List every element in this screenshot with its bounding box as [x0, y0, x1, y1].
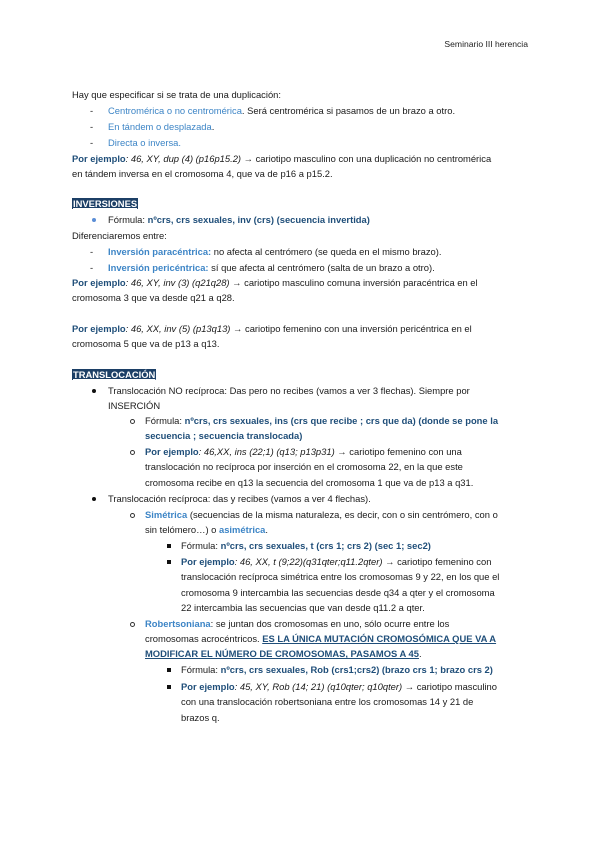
dup-intro: Hay que especificar si se trata de una duplicación: [72, 89, 281, 100]
dash-bullet: - [90, 137, 94, 148]
trans-nr-formula-cont: secuencia ; secuencia translocada) [145, 430, 303, 441]
inv-diff: Diferenciaremos entre: [72, 230, 167, 241]
inv-example-1: Por ejemplo: 46, XY, inv (3) (q21q28) → cariotipo masculino comuna inversión paracéntrica en el [72, 277, 478, 288]
trans-rob-desc-cont: cromosomas acrocéntricos. ES LA ÚNICA MUTACIÓN CROMOSÓMICA QUE VA A [145, 633, 497, 644]
trans-rob-desc: Robertsoniana: se juntan dos cromosomas en uno, sólo ocurre entre los [145, 618, 450, 629]
inv-item-1: Inversión paracéntrica: no afecta al centrómero (se queda en el mismo brazo). [108, 246, 442, 257]
trans-nr-example-cont-1: translocación no recíproca por inserción en el cromosoma 22, en la que este [145, 461, 463, 472]
trans-nr-formula: Fórmula: nºcrs, crs sexuales, ins (crs que recibe ; crs que da) (donde se pone la [145, 415, 499, 426]
bullet-square [167, 685, 171, 689]
inv-item-2: Inversión pericéntrica: sí que afecta al centrómero (salta de un brazo a otro). [108, 262, 435, 273]
inv-formula: Fórmula: nºcrs, crs sexuales, inv (crs) (secuencia invertida) [108, 214, 370, 225]
inv-example-2-cont: cromosoma 5 que va de p13 a q13. [72, 338, 220, 349]
dup-example: Por ejemplo: 46, XY, dup (4) (p16p15.2) → cariotipo masculino con una duplicación no centromérica [72, 153, 492, 164]
dash-bullet: - [90, 262, 94, 273]
dup-example-cont: en tándem inversa en el cromosoma 4, que va de p16 a p15.2. [72, 168, 333, 179]
bullet-dot [92, 218, 96, 222]
trans-sim-example: Por ejemplo: 46, XX, t (9;22)(q31qter;q11.2qter) → cariotipo femenino con [181, 556, 492, 567]
trans-rob-example: Por ejemplo: 45, XY, Rob (14; 21) (q10qter; q10qter) → cariotipo masculino [181, 681, 497, 692]
inv-example-2: Por ejemplo: 46, XX, inv (5) (p13q13) → cariotipo femenino con una inversión pericéntrica en el [72, 323, 472, 334]
bullet-circle [130, 513, 135, 518]
bullet-square [167, 560, 171, 564]
trans-nr-desc-cont: INSERCIÓN [108, 400, 161, 411]
trans-sim-desc: Simétrica (secuencias de la misma naturaleza, es decir, con o sin centrómero, con o [145, 509, 498, 520]
section-heading-inversiones: INVERSIONES [73, 198, 138, 209]
trans-rob-formula: Fórmula: nºcrs, crs sexuales, Rob (crs1;crs2) (brazo crs 1; brazo crs 2) [181, 664, 493, 675]
bullet-circle [130, 450, 135, 455]
trans-sim-desc-cont: sin telómero…) o asimétrica. [145, 524, 268, 535]
inv-example-1-cont: cromosoma 3 que va desde q21 a q28. [72, 292, 235, 303]
section-heading-translocacion: TRANSLOCACIÓN [73, 369, 156, 380]
dash-bullet: - [90, 246, 94, 257]
trans-rob-desc-cont-2: MODIFICAR EL NÚMERO DE CROMOSOMAS, PASAMOS A 45. [145, 648, 422, 659]
trans-rob-example-cont-2: brazos q. [181, 712, 220, 723]
trans-nr-example: Por ejemplo: 46,XX, ins (22;1) (q13; p13p31) → cariotipo femenino con una [145, 446, 462, 457]
bullet-square [167, 544, 171, 548]
dup-item-2: En tándem o desplazada. [108, 121, 215, 132]
trans-sim-example-cont-1: translocación recíproca simétrica entre los cromosomas 9 y 22, en los que el [181, 571, 500, 582]
bullet-circle [130, 419, 135, 424]
trans-sim-example-cont-3: 22 intercambia las secuencias que van desde q11.2 a qter. [181, 602, 425, 613]
dash-bullet: - [90, 105, 94, 116]
trans-nr-example-cont-2: cromosoma recibe en q13 la secuencia del cromosoma 1 que va de p13 a q31. [145, 477, 474, 488]
dup-item-3: Directa o inversa. [108, 137, 181, 148]
trans-sim-formula: Fórmula: nºcrs, crs sexuales, t (crs 1; crs 2) (sec 1; sec2) [181, 540, 431, 551]
bullet-square [167, 668, 171, 672]
page-header: Seminario III herencia [444, 39, 528, 49]
bullet-dot [92, 389, 96, 393]
trans-nr-desc: Translocación NO recíproca: Das pero no recibes (vamos a ver 3 flechas). Siempre por [108, 385, 470, 396]
dup-item-1: Centromérica o no centromérica. Será centromérica si pasamos de un brazo a otro. [108, 105, 456, 116]
trans-r-desc: Translocación recíproca: das y recibes (vamos a ver 4 flechas). [108, 493, 371, 504]
bullet-dot [92, 497, 96, 501]
bullet-circle [130, 622, 135, 627]
trans-rob-example-cont-1: con una translocación robertsoniana entre los cromosomas 14 y 21 de [181, 696, 474, 707]
dash-bullet: - [90, 121, 94, 132]
trans-sim-example-cont-2: cromosoma 9 intercambia las secuencias desde q34 a qter y el cromosoma [181, 587, 495, 598]
